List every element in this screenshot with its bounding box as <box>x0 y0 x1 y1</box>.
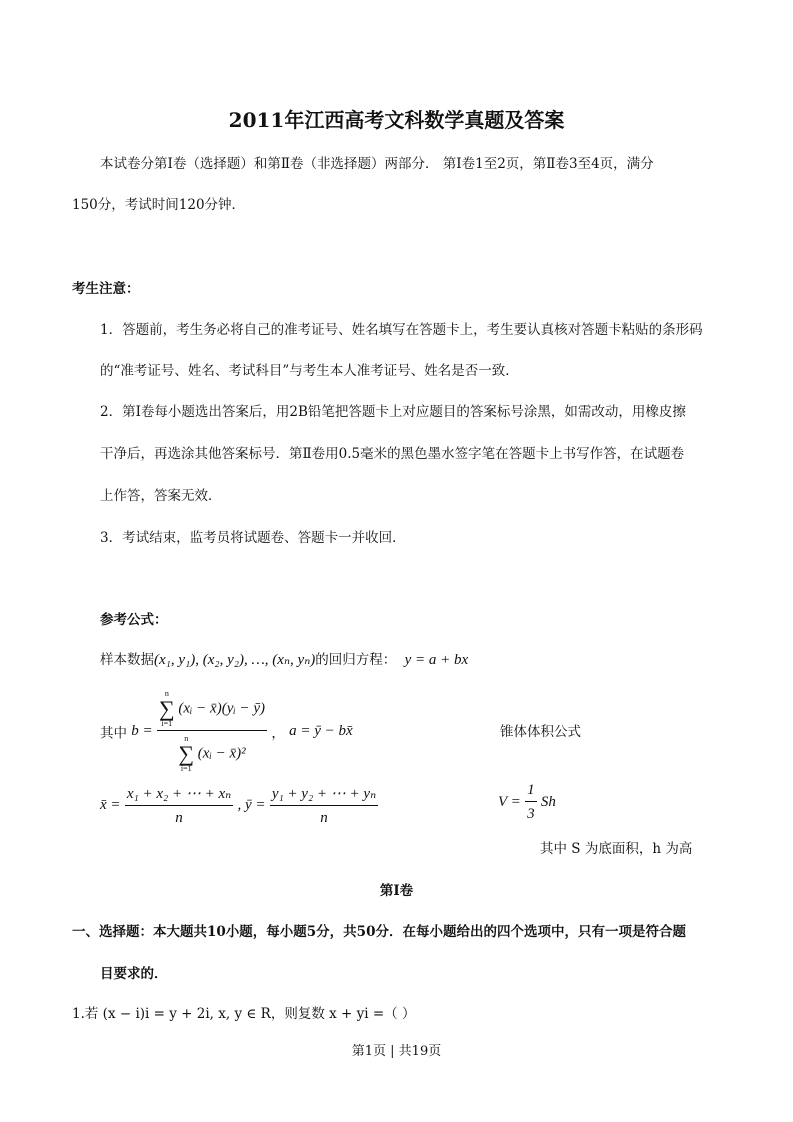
notice-item-1-line-2: 的“准考证号、姓名、考试科目”与考生本人准考证号、姓名是否一致． <box>100 363 519 379</box>
ybar-lhs: , ȳ = <box>237 797 266 813</box>
xbar-fraction <box>125 784 233 827</box>
ybar-numerator: y₁ + y₂ + ⋯ + yₙ <box>270 784 378 806</box>
notice-item-1-line-1: 1．答题前，考生务必将自己的准考证号、姓名填写在答题卡上，考生要认真核对答题卡粘贴的条形码 <box>100 322 703 338</box>
b-lhs: b = <box>131 723 153 739</box>
page-footer: 第1页 | 共19页 <box>351 1044 442 1059</box>
v-numerator: 1 <box>525 782 537 802</box>
xbar-numerator: x₁ + x₂ + ⋯ + xₙ <box>125 784 233 806</box>
intro-line-1: 本试卷分第Ⅰ卷（选择题）和第Ⅱ卷（非选择题）两部分． 第Ⅰ卷1至2页，第Ⅱ卷3至4页，满分 <box>100 156 654 172</box>
v-lhs: V = <box>498 794 521 810</box>
cone-volume-label: 锥体体积公式 <box>500 724 581 740</box>
b-formula: 其中 b = n ∑ i=1 (xᵢ − x̄)(yᵢ − ȳ) n ∑ i=1 (xᵢ − x̄)² ， a = ȳ − bx̄ <box>100 689 353 773</box>
part-1-heading: 第Ⅰ卷 <box>379 883 414 899</box>
v-fraction <box>525 782 537 823</box>
notice-item-3: 3．考试结束，监考员将试题卷、答题卡一并收回． <box>100 530 406 546</box>
mean-formulas <box>100 784 378 827</box>
sum-icon: n ∑ i=1 <box>178 734 195 773</box>
b-denominator <box>157 731 267 773</box>
v-denominator: 3 <box>527 806 535 822</box>
notice-heading: 考生注意： <box>72 281 140 297</box>
ybar-fraction <box>270 784 378 827</box>
sample-prefix: 样本数据 <box>100 652 154 668</box>
question-1: 1.若 (x − i)i = y + 2i, x, y ∈ R，则复数 x + yi =（ ） <box>72 1006 416 1022</box>
b-numerator <box>157 690 267 731</box>
a-equation: a = ȳ − bx̄ <box>289 723 353 739</box>
section-heading-line-2: 目要求的． <box>100 966 168 982</box>
sum-icon: n ∑ i=1 <box>158 689 175 728</box>
regression-line <box>100 648 468 669</box>
ybar-denominator: n <box>320 810 328 826</box>
b-numerator-text: (xᵢ − x̄)(yᵢ − ȳ) <box>178 700 266 717</box>
notice-item-2-line-1: 2．第Ⅰ卷每小题选出答案后，用2B铅笔把答题卡上对应题目的答案标号涂黑，如需改动，用橡皮擦 <box>100 404 686 420</box>
sample-data: (x₁, y₁), (x₂, y₂), …, (xₙ, yₙ) <box>154 652 316 668</box>
xbar-lhs: x̄ = <box>100 797 121 813</box>
section-heading-line-1: 一、选择题：本大题共10小题，每小题5分，共50分．在每小题给出的四个选项中，只有一项是符合题 <box>72 924 686 940</box>
intro-line-2: 150分，考试时间120分钟． <box>72 197 246 213</box>
xbar-denominator: n <box>175 810 183 826</box>
notice-item-2-line-3: 上作答，答案无效． <box>100 488 222 504</box>
regression-equation: y = a + bx <box>404 652 469 668</box>
where-prefix: 其中 <box>100 725 127 742</box>
v-rhs: Sh <box>540 794 556 810</box>
notice-item-2-line-2: 干净后，再选涂其他答案标号．第Ⅱ卷用0.5毫米的黑色墨水签字笔在答题卡上书写作答，在试题卷 <box>100 446 685 462</box>
b-fraction <box>157 690 267 773</box>
sample-suffix: 的回归方程： <box>315 652 397 668</box>
page-title: 2011年江西高考文科数学真题及答案 <box>228 108 565 132</box>
formulas-heading: 参考公式： <box>100 612 168 628</box>
volume-formula <box>498 782 556 823</box>
b-denominator-text: (xᵢ − x̄)² <box>197 745 246 762</box>
volume-where: 其中 S 为底面积，h 为高 <box>540 841 693 857</box>
